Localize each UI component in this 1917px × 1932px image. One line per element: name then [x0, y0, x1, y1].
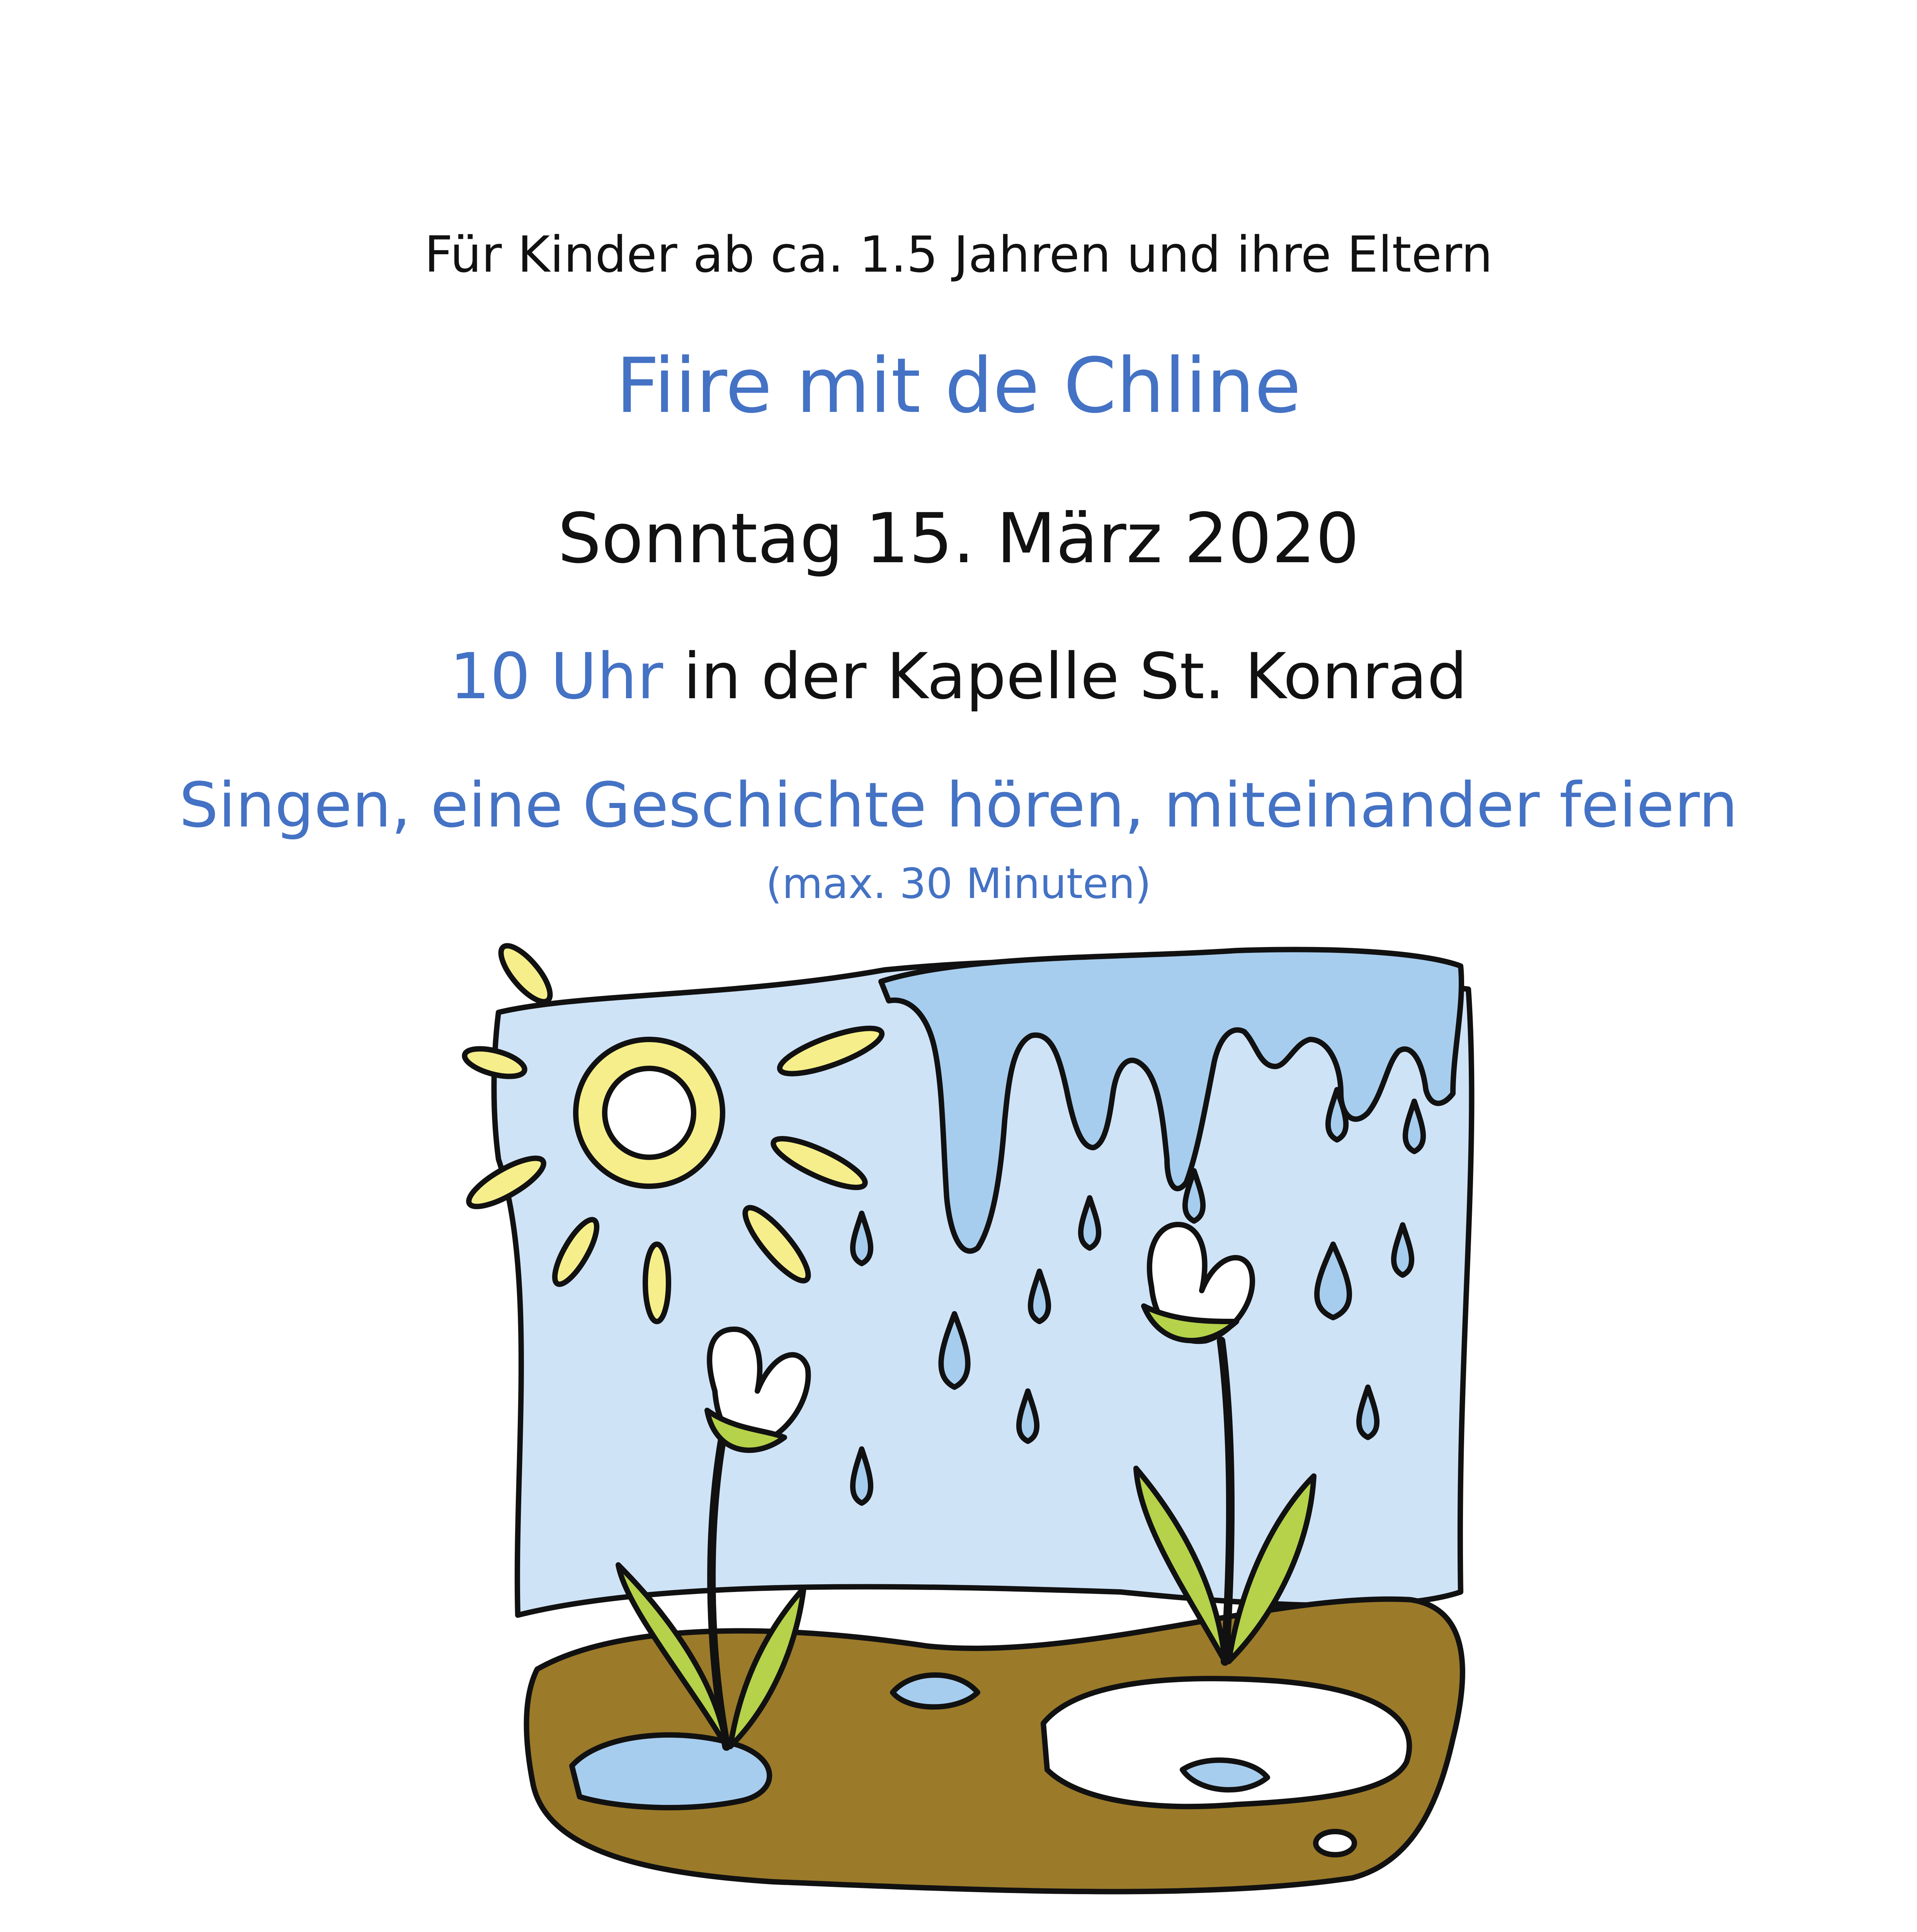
audience-line: Für Kinder ab ca. 1.5 Jahren und ihre Eltern	[424, 226, 1493, 284]
puddle	[572, 1735, 769, 1808]
program-line: Singen, eine Geschichte hören, miteinander feiern	[179, 769, 1738, 841]
event-date: Sonntag 15. März 2020	[558, 498, 1359, 578]
event-place: in der Kapelle St. Konrad	[663, 639, 1468, 713]
duration-note: (max. 30 Minuten)	[765, 860, 1152, 908]
pebble	[1316, 1832, 1354, 1855]
event-time: 10 Uhr	[449, 639, 663, 713]
event-title: Fiire mit de Chline	[616, 342, 1301, 430]
puddle	[893, 1675, 978, 1707]
sun-center	[605, 1068, 694, 1157]
